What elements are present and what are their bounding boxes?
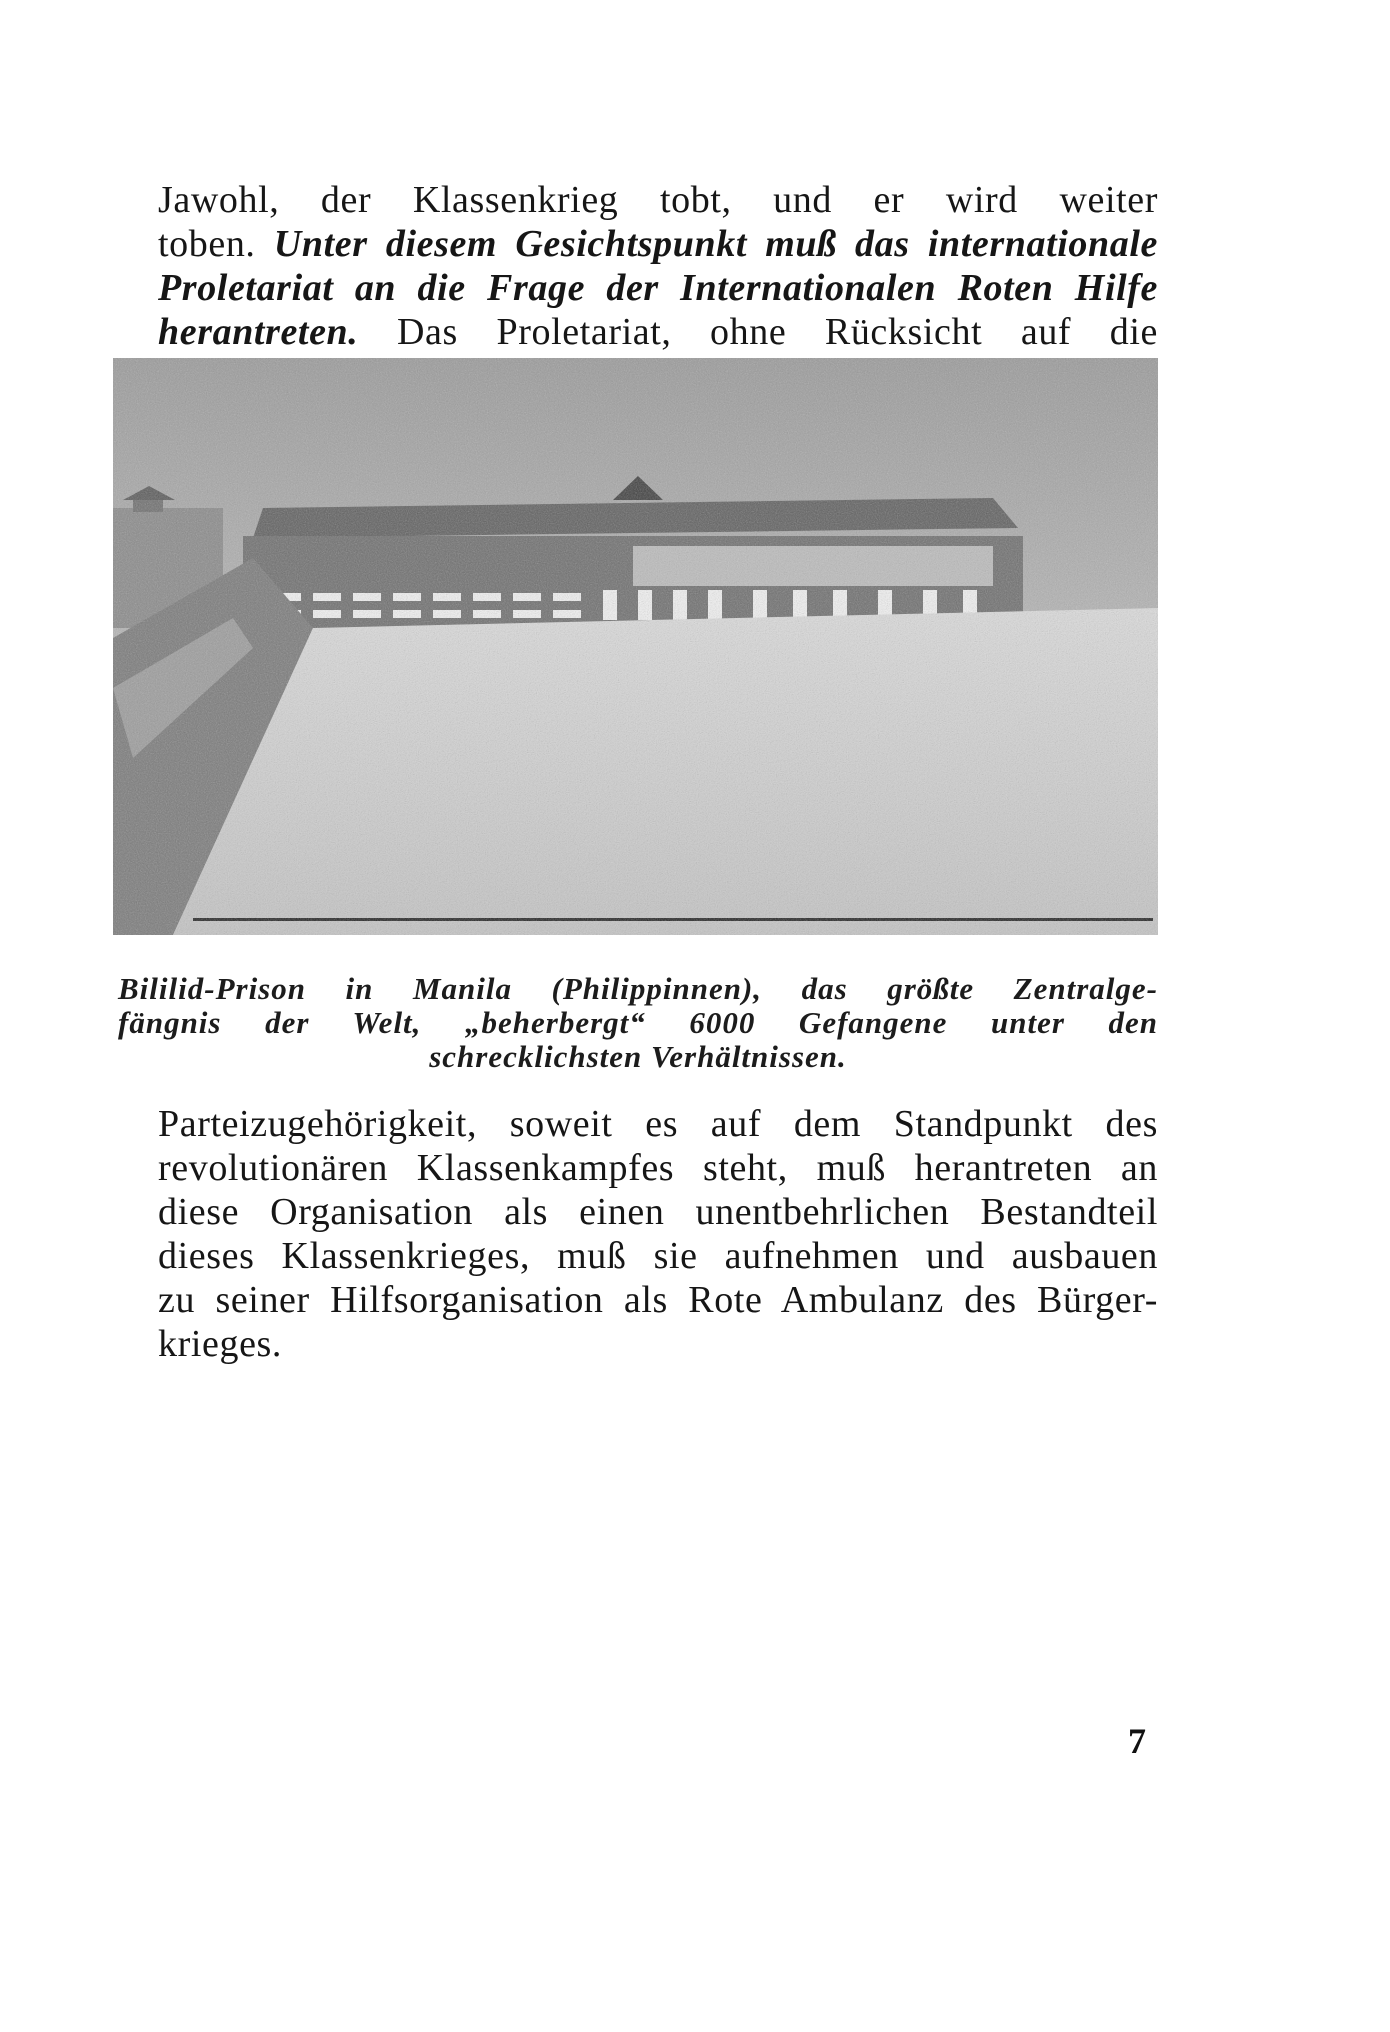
text-line: zu seiner Hilfsorganisation als Rote Ambulanz des Bürger- bbox=[158, 1279, 1158, 1321]
text-line: Jawohl, der Klassenkrieg tobt, und er wird weiter bbox=[158, 179, 1158, 221]
text-line bbox=[158, 310, 1158, 354]
text-line bbox=[158, 222, 1158, 266]
prison-building-photo-icon bbox=[113, 358, 1158, 935]
text-emphasis: Unter diesem Gesichtspunkt muß das internationale bbox=[273, 223, 1158, 265]
paragraph-bottom bbox=[158, 1102, 1158, 1366]
caption-line: Bililid-Prison in Manila (Philippinnen), das größte Zentralge- bbox=[118, 971, 1158, 1006]
page-number: 7 bbox=[1128, 1721, 1146, 1761]
text-plain: toben. bbox=[158, 223, 274, 265]
text-line-emphasis: Proletariat an die Frage der Internationalen Roten Hilfe bbox=[158, 267, 1158, 309]
text-line: revolutionären Klassenkampfes steht, muß herantreten an bbox=[158, 1147, 1158, 1189]
text-line: dieses Klassenkrieges, muß sie aufnehmen und ausbauen bbox=[158, 1235, 1158, 1277]
text-plain: Das Proletariat, ohne Rücksicht auf die bbox=[358, 311, 1158, 353]
prison-photo bbox=[113, 358, 1158, 935]
caption-line: schrecklichsten Verhältnissen. bbox=[429, 1039, 847, 1074]
text-line: Parteizugehörigkeit, soweit es auf dem Standpunkt des bbox=[158, 1103, 1158, 1145]
text-line: diese Organisation als einen unentbehrlichen Bestandteil bbox=[158, 1191, 1158, 1233]
text-line: krieges. bbox=[158, 1323, 283, 1365]
figure-caption bbox=[118, 972, 1158, 1074]
text-emphasis: herantreten. bbox=[158, 311, 359, 353]
paragraph-top bbox=[158, 178, 1158, 354]
caption-line: fängnis der Welt, „beherbergt“ 6000 Gefangene unter den bbox=[118, 1005, 1158, 1040]
